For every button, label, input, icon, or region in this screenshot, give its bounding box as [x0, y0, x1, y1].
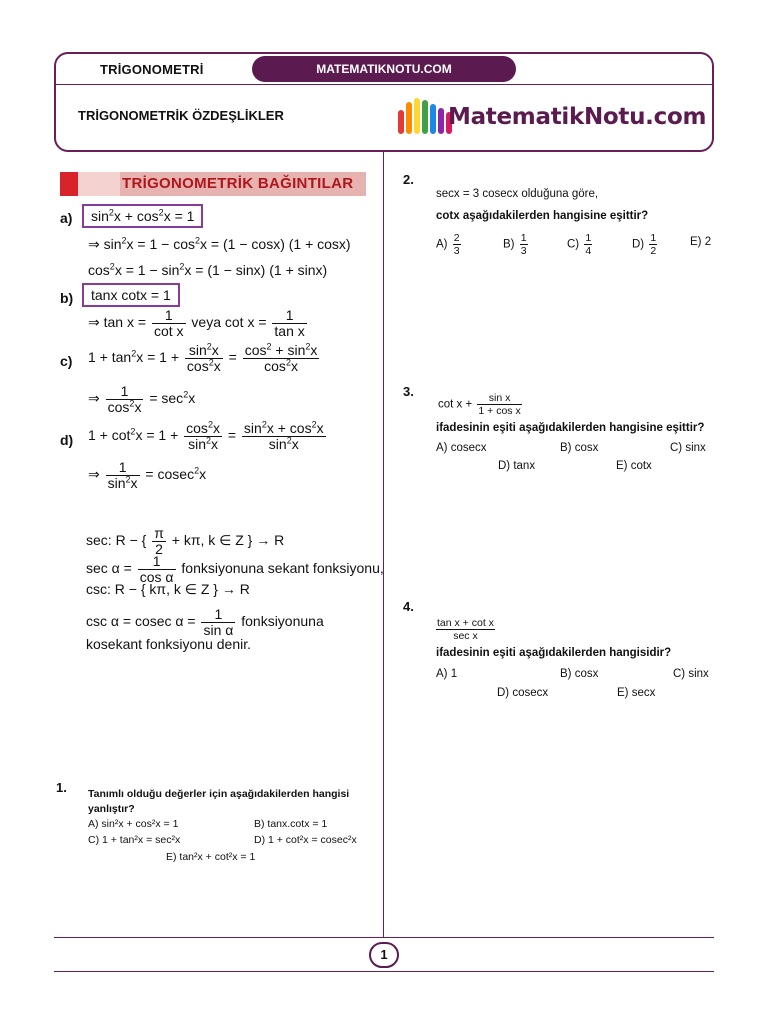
footer-line-bottom [54, 971, 714, 972]
question-4-option-e: E) secx [617, 687, 656, 699]
question-4-expression: tan x + cot x sec x [437, 617, 494, 642]
question-4-number: 4. [403, 599, 414, 614]
item-label-c: c) [60, 353, 73, 369]
question-1-prompt: Tanımlı olduğu değerler için aşağıdakilerden hangisi yanlıştır? [88, 788, 350, 815]
identity-a-line2: ⇒ $\sin^2x = 1 - \cos^2x = (1 - \cos x) (1 + \cos x)$ [88, 235, 351, 252]
identity-c-line2: ⇒ $\frac{1}{\cos^2x}$ = $\sec^2x$ [88, 383, 196, 415]
sec-domain: sec: R − { $\frac{\pi}{2}$ + kπ, k ∈ Z } → R [86, 525, 285, 557]
banner-title: TRİGONOMETRİK BAĞINTILAR [122, 175, 354, 192]
item-label-d: d) [60, 432, 74, 448]
question-3-option-d: D) tanx [498, 460, 536, 472]
sec-definition-text: fonksiyonuna sekant fonksiyonu, [181, 560, 384, 577]
csc-definition-text: fonksiyonuna [241, 613, 324, 630]
question-4-option-a: A) 1 [436, 668, 458, 680]
question-4-option-d: D) cosecx [497, 687, 549, 699]
item-label-b: b) [60, 290, 74, 306]
question-1-number: 1. [56, 780, 67, 795]
identity-a-line3: $\cos^2x = 1 - \sin^2x = (1 - \sin x) (1 + \sin x)$ [88, 261, 328, 278]
question-3-prompt: ifadesinin eşiti aşağıdakilerden hangisine eşittir? [436, 422, 705, 434]
question-2-option-e: E) 2 [690, 236, 712, 248]
identity-box-a: $\sin^2x + \cos^2x = 1$ [82, 204, 203, 228]
veya-text: veya [191, 314, 221, 331]
topic-title: TRİGONOMETRİK ÖZDEŞLİKLER [78, 108, 284, 123]
question-1-option-d: D) 1 + cot²x = cosec²x [254, 834, 357, 846]
question-3-expression: cot x + $\frac{\text{sin x}}{\text{1 + cos x}}$ [438, 392, 521, 417]
question-1-option-c: C) 1 + tan²x = sec²x [88, 834, 181, 846]
question-1-option-e: E) tan²x + cot²x = 1 [166, 851, 256, 863]
question-3-option-b: B) cosx [560, 442, 599, 454]
site-badge: MATEMATIKNOTU.COM [252, 56, 516, 82]
question-2-option-c: C) $\frac{1}{4}$ [567, 232, 592, 257]
identity-c-line1: $1 + \tan^2x = 1$ + $\frac{\sin^2x}{\cos^2x}$ = $\frac{\cos^2 + \sin^2x}{\cos^2x}$ [88, 341, 318, 374]
csc-definition-end: kosekant fonksiyonu denir. [86, 636, 251, 652]
footer-line-top [54, 937, 714, 938]
question-1-option-b: B) tanx.cotx = 1 [254, 818, 328, 830]
question-4-option-b: B) cosx [560, 668, 599, 680]
section-banner [60, 172, 366, 196]
question-3-option-c: C) sinx [670, 442, 706, 454]
page-number: 1 [369, 942, 399, 968]
column-divider [383, 152, 384, 938]
question-3-option-a: A) cosecx [436, 442, 487, 454]
question-4-prompt: ifadesinin eşiti aşağıdakilerden hangisidir? [436, 647, 672, 659]
identity-box-b: tanx cotx = 1 [82, 283, 180, 307]
logo-text: MatematikNotu.com [448, 104, 707, 130]
identity-d-line2: ⇒ $\frac{1}{\sin^2x}$ = cosec$^2$x [88, 459, 207, 491]
question-2-given: secx = 3 cosecx olduğuna göre, [436, 188, 599, 200]
question-2-option-b: B) $\frac{1}{3}$ [503, 232, 527, 257]
identity-b-line2: ⇒ tan x = $\frac{1}{\text{cot x}}$ veya cot x = $\frac{1}{\text{tan x}}$ [88, 307, 305, 339]
question-2-prompt: cotx aşağıdakilerden hangisine eşittir? [436, 210, 649, 222]
csc-definition: csc α = cosec α = $\frac{1}{\text{sin α}}$ fonksiyonuna [86, 606, 324, 638]
question-2-option-d: D) $\frac{1}{2}$ [632, 232, 657, 257]
question-2-number: 2. [403, 172, 414, 187]
item-label-a: a) [60, 210, 73, 226]
question-2-option-a: A) $\frac{2}{3}$ [436, 232, 460, 257]
sec-definition: sec α = $\frac{1}{\text{cos α}}$ fonksiyonuna sekant fonksiyonu, [86, 553, 384, 585]
csc-domain: csc: R − { kπ, k ∈ Z } → R [86, 581, 250, 597]
question-3-number: 3. [403, 384, 414, 399]
question-3-option-e: E) cotx [616, 460, 652, 472]
subject-title: TRİGONOMETRİ [100, 62, 204, 77]
identity-d-line1: $1 + \cot^2x = 1$ + $\frac{\cos^2x}{\sin^2x}$ = $\frac{\sin^2x + \cos^2x}{\sin^2x}$ [88, 419, 324, 452]
header-divider [56, 84, 712, 85]
hands-logo-icon [396, 96, 456, 136]
question-4-option-c: C) sinx [673, 668, 709, 680]
question-1-option-a: A) sin²x + cos²x = 1 [88, 818, 179, 830]
site-logo [396, 94, 706, 138]
